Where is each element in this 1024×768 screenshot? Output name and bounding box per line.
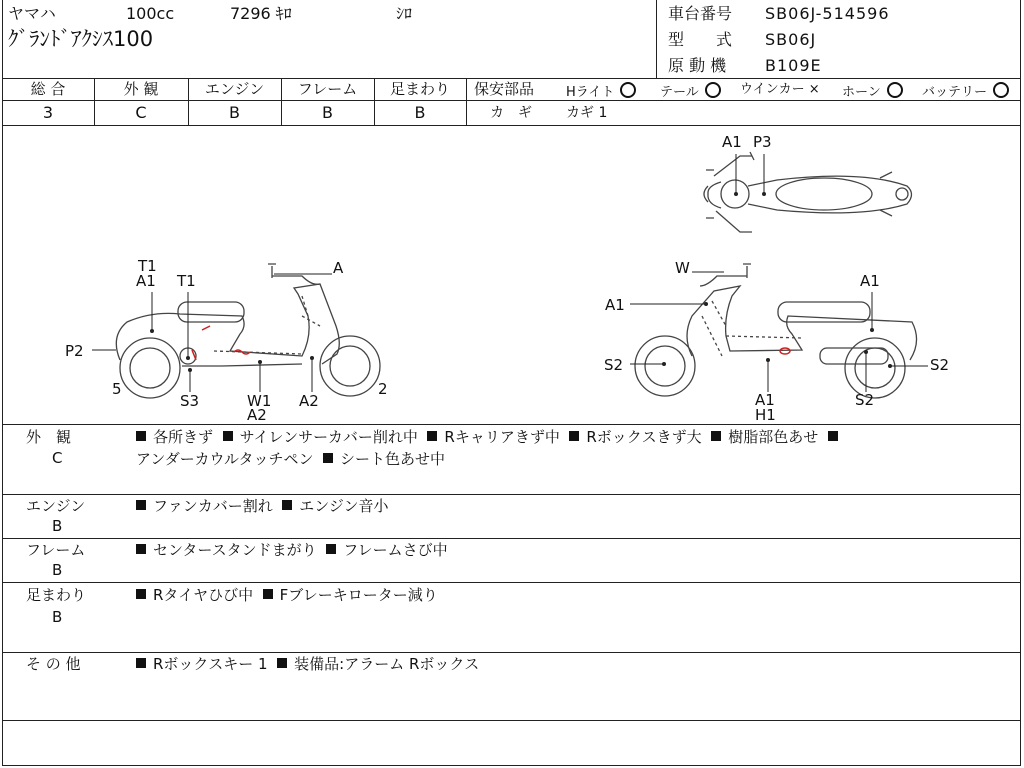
diagram-label: S2 xyxy=(855,391,875,409)
diagram-label: A1 xyxy=(722,133,742,151)
note-title-engine: エンジン xyxy=(26,497,86,515)
note-grade-engine: B xyxy=(52,517,63,535)
ok-circle-icon xyxy=(887,82,903,98)
ok-circle-icon xyxy=(993,82,1009,98)
chassis-label: 車台番号 xyxy=(668,4,733,23)
grade-value-suspension: B xyxy=(414,103,426,122)
safety-item-battery: バッテリー xyxy=(922,82,1009,100)
engine-value: B109E xyxy=(765,56,822,75)
diagram-label: S2 xyxy=(930,356,950,374)
diagram-label: S2 xyxy=(604,356,624,374)
note-items-suspension: Rタイヤひび中 Fブレーキローター減り xyxy=(136,584,438,606)
safety-label: 保安部品 xyxy=(474,80,535,98)
note-items-engine: ファンカバー割れ エンジン音小 xyxy=(136,495,389,517)
diagram-label: 5 xyxy=(112,380,122,398)
note-title-other: そ の 他 xyxy=(26,655,81,673)
safety-item-headlight: Hライト xyxy=(566,82,636,100)
note-grade-suspension: B xyxy=(52,608,63,626)
note-title-exterior: 外 観 xyxy=(26,428,72,446)
grade-value-overall: 3 xyxy=(42,103,54,122)
diagram-label: P2 xyxy=(65,342,84,360)
safety-item-horn: ホーン xyxy=(842,82,903,100)
grade-header-suspension: 足まわり xyxy=(389,80,450,98)
dots xyxy=(150,192,892,372)
ok-circle-icon xyxy=(705,82,721,98)
grade-value-exterior: C xyxy=(135,103,147,122)
note-grade-exterior: C xyxy=(52,449,63,467)
top-view-scooter xyxy=(704,152,912,232)
diagram-label: P3 xyxy=(753,133,772,151)
diagram-label: A1 xyxy=(755,391,775,409)
note-title-suspension: 足まわり xyxy=(26,586,87,604)
engine-label: 原 動 機 xyxy=(668,56,727,75)
diagram-label: A2 xyxy=(299,392,319,410)
maker: ヤマハ xyxy=(8,4,56,23)
left-side-scooter xyxy=(116,264,380,398)
leader-lines xyxy=(92,154,928,392)
diagram-label: 2 xyxy=(378,380,388,398)
mileage: 7296 ｷﾛ xyxy=(230,4,292,23)
key-label: カ ギ xyxy=(490,105,532,121)
chassis-value: SB06J-514596 xyxy=(765,4,890,23)
ng-cross-icon: × xyxy=(808,82,820,97)
safety-item-tail: テール xyxy=(660,82,721,100)
safety-item-winker: ウインカー × xyxy=(740,82,820,97)
diagram-label: W xyxy=(675,259,690,277)
diagram-label: T1 xyxy=(138,257,157,275)
grade-value-frame: B xyxy=(322,103,333,122)
diagram-label: A1 xyxy=(605,296,625,314)
color: ｼﾛ xyxy=(396,4,413,23)
diagram-label: W1 xyxy=(247,392,272,410)
diagram-label: A1 xyxy=(136,272,156,290)
note-items-exterior: 各所きず サイレンサーカバー削れ中 Rキャリアきず中 Rボックスきず大 樹脂部色あせ アンダーカウルタッチペン シート色あせ中 xyxy=(136,426,1016,470)
note-title-frame: フレーム xyxy=(26,541,86,559)
diagram-label: A2 xyxy=(247,406,267,424)
diagram-label: S3 xyxy=(180,392,200,410)
diagram-label: A1 xyxy=(860,272,880,290)
grade-header-overall: 総 合 xyxy=(30,80,66,98)
displacement: 100cc xyxy=(126,4,175,23)
grade-header-frame: フレーム xyxy=(297,80,358,98)
key-value: カギ 1 xyxy=(566,105,608,121)
note-items-frame: センタースタンドまがり フレームさび中 xyxy=(136,539,448,561)
grade-header-engine: エンジン xyxy=(204,80,265,98)
ok-circle-icon xyxy=(620,82,636,98)
grade-header-exterior: 外 観 xyxy=(123,80,159,98)
note-items-other: Rボックスキー 1 装備品:アラーム Rボックス xyxy=(136,653,479,675)
grade-value-engine: B xyxy=(229,103,240,122)
diagram-label: H1 xyxy=(755,406,776,424)
header-divider xyxy=(656,0,657,78)
type-label: 型 式 xyxy=(668,30,733,49)
diagram-label: T1 xyxy=(177,272,196,290)
type-value: SB06J xyxy=(765,30,817,49)
note-grade-frame: B xyxy=(52,561,63,579)
model-name: ｸﾞﾗﾝﾄﾞｱｸｼｽ100 xyxy=(8,27,154,51)
diagram-label: A xyxy=(333,259,344,277)
